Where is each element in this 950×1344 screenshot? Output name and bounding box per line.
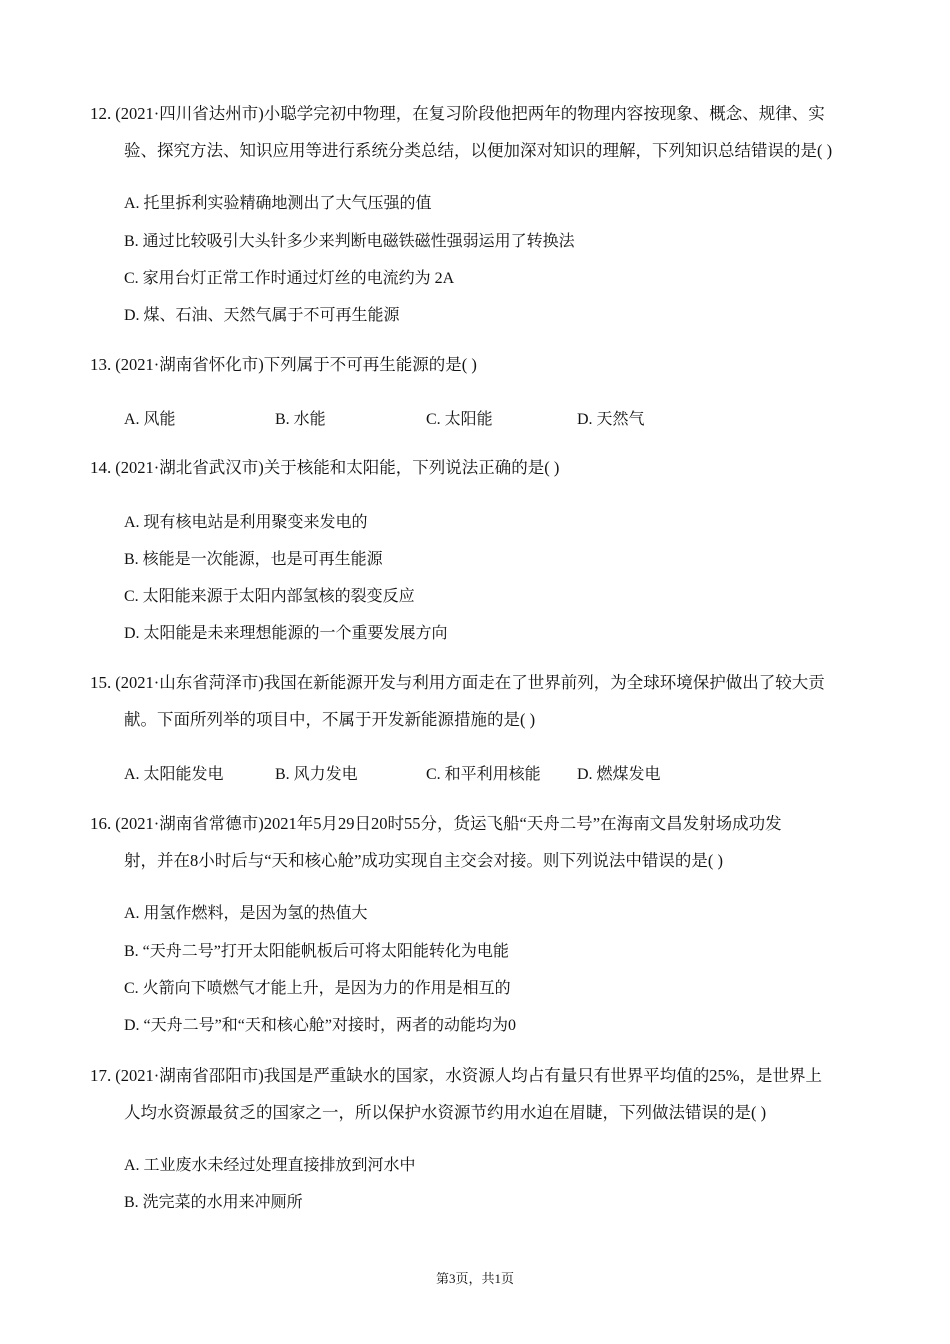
question-15-line2: 献。下面所列举的项目中，不属于开发新能源措施的是( ) [124, 710, 536, 729]
question-source: (2021·湖南省邵阳市) [115, 1066, 264, 1085]
question-source: (2021·四川省达州市) [115, 104, 264, 123]
question-number: 15. [90, 673, 112, 692]
question-number: 16. [90, 814, 112, 833]
question-number: 17. [90, 1066, 112, 1085]
question-stem: 我国在新能源开发与利用方面走在了世界前列，为全球环境保护做出了较大贡 [263, 673, 825, 692]
option-17-b: B. 洗完菜的水用来冲厕所 [124, 1194, 303, 1211]
option-15-b: B. 风力发电 [275, 766, 358, 783]
question-number: 14. [90, 458, 112, 477]
question-stem: 下列属于不可再生能源的是( ) [263, 355, 477, 374]
question-17-line1 [90, 1057, 870, 1094]
question-16-line1 [90, 805, 870, 842]
question-source: (2021·湖北省武汉市) [115, 458, 264, 477]
option-16-a: A. 用氢作燃料，是因为氢的热值大 [124, 905, 368, 922]
question-12-line1 [90, 95, 870, 132]
question-16 [90, 805, 870, 879]
question-stem: 我国是严重缺水的国家，水资源人均占有量只有世界平均值的25%，是世界上 [263, 1066, 822, 1085]
option-12-d: D. 煤、石油、天然气属于不可再生能源 [124, 307, 400, 324]
question-15 [90, 664, 870, 738]
question-14-line1 [90, 449, 870, 486]
question-stem: 关于核能和太阳能，下列说法正确的是( ) [263, 458, 560, 477]
question-source: (2021·湖南省常德市) [115, 814, 264, 833]
question-15-line1 [90, 664, 870, 701]
option-17-a: A. 工业废水未经过处理直接排放到河水中 [124, 1157, 416, 1174]
option-13-d: D. 天然气 [577, 411, 645, 428]
question-source: (2021·湖南省怀化市) [115, 355, 264, 374]
option-13-b: B. 水能 [275, 411, 326, 428]
question-12-line2: 验、探究方法、知识应用等进行系统分类总结，以便加深对知识的理解，下列知识总结错误的是( ) [124, 141, 833, 160]
option-14-c: C. 太阳能来源于太阳内部氢核的裂变反应 [124, 588, 415, 605]
option-15-c: C. 和平利用核能 [426, 766, 541, 783]
question-13-line1 [90, 346, 870, 383]
option-14-a: A. 现有核电站是利用聚变来发电的 [124, 514, 368, 531]
option-14-b: B. 核能是一次能源，也是可再生能源 [124, 551, 383, 568]
option-15-d: D. 燃煤发电 [577, 766, 661, 783]
option-12-c: C. 家用台灯正常工作时通过灯丝的电流约为 2A [124, 270, 455, 287]
question-13 [90, 346, 870, 383]
question-16-line2: 射，并在8小时后与“天和核心舱”成功实现自主交会对接。则下列说法中错误的是( ) [124, 851, 724, 870]
option-16-d: D. “天舟二号”和“天和核心舱”对接时，两者的动能均为0 [124, 1017, 516, 1034]
question-14 [90, 449, 870, 486]
option-13-c: C. 太阳能 [426, 411, 493, 428]
option-12-a: A. 托里拆利实验精确地测出了大气压强的值 [124, 195, 432, 212]
option-16-c: C. 火箭向下喷燃气才能上升，是因为力的作用是相互的 [124, 980, 511, 997]
question-number: 12. [90, 104, 112, 123]
option-15-a: A. 太阳能发电 [124, 766, 224, 783]
page-footer: 第3页，共1页 [435, 1271, 514, 1286]
question-source: (2021·山东省菏泽市) [115, 673, 264, 692]
question-stem: 小聪学完初中物理，在复习阶段他把两年的物理内容按现象、概念、规律、实 [263, 104, 825, 123]
option-13-a: A. 风能 [124, 411, 176, 428]
question-17 [90, 1057, 870, 1131]
question-number: 13. [90, 355, 112, 374]
question-12 [90, 95, 870, 169]
question-17-line2: 人均水资源最贫乏的国家之一，所以保护水资源节约用水迫在眉睫，下列做法错误的是( ) [124, 1103, 767, 1122]
option-12-b: B. 通过比较吸引大头针多少来判断电磁铁磁性强弱运用了转换法 [124, 233, 575, 250]
option-16-b: B. “天舟二号”打开太阳能帆板后可将太阳能转化为电能 [124, 943, 509, 960]
option-14-d: D. 太阳能是未来理想能源的一个重要发展方向 [124, 625, 448, 642]
question-stem: 2021年5月29日20时55分，货运飞船“天舟二号”在海南文昌发射场成功发 [263, 814, 782, 833]
